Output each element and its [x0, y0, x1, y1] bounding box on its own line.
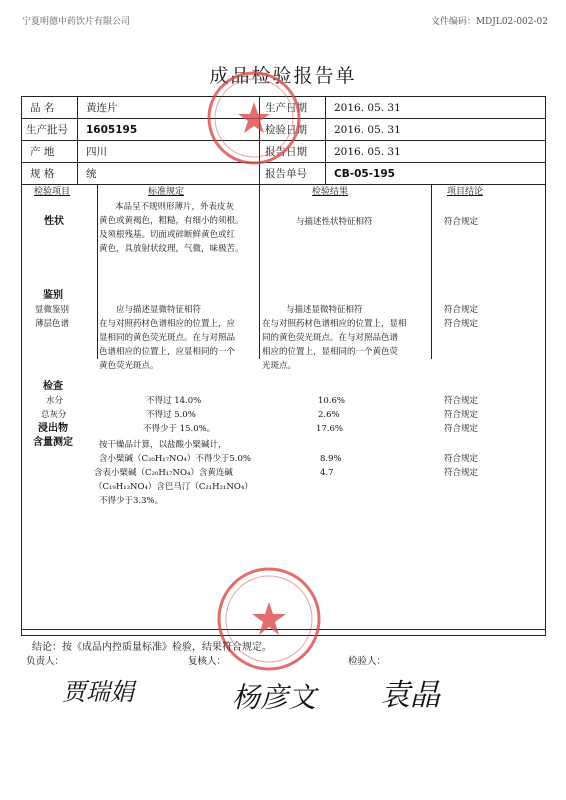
value-product-name: 黄连片 [86, 102, 118, 114]
trait-std-4: 黄色，具放射状纹理，气微，味极苦。 [99, 244, 244, 254]
assay-con-2: 符合规定 [444, 468, 479, 478]
column-conclusion: 项目结论 [447, 187, 484, 197]
value-batch-no: 1605195 [86, 124, 138, 136]
assay-std-3: 含表小檗碱（C₂₀H₁₇NO₄）含黄连碱 [94, 468, 233, 478]
ident-std-2c: 色谱相应的位置上，应显相同的一个 [99, 347, 236, 357]
assay-std-5: 不得少于3.3%。 [99, 496, 164, 506]
value-origin: 四川 [86, 146, 107, 158]
report-table [21, 96, 546, 636]
ident-res-1: 与描述显微特征相符 [286, 305, 363, 315]
check-std-moisture: 不得过 14.0% [146, 396, 202, 406]
trait-std-3: 及须根残基。切面或碎断鲜黄色或红 [99, 230, 236, 240]
report-title: 成品检验报告单 [209, 65, 357, 87]
ident-std-2a: 在与对照药材色谱相应的位置上，应 [99, 319, 236, 329]
check-con-moisture: 符合规定 [444, 396, 479, 406]
check-name: 检查 [43, 381, 63, 392]
ident-con-2: 符合规定 [444, 319, 479, 329]
check-std-extract: 不得少于 15.0%。 [143, 424, 216, 434]
trait-conclusion: 符合规定 [444, 217, 479, 227]
value-production-date: 2016. 05. 31 [334, 102, 401, 114]
ident-res-2d: 光斑点。 [262, 361, 297, 371]
company-name: 宁夏明德中药饮片有限公司 [22, 17, 131, 27]
check-item-ash: 总灰分 [41, 410, 67, 420]
column-result: 检验结果 [312, 187, 349, 197]
inspector-signature: 袁晶 [380, 678, 440, 713]
check-item-moisture: 水分 [46, 396, 64, 406]
ident-res-2b: 同的黄色荧光斑点。在与对照品色谱 [262, 333, 399, 343]
assay-std-2: 含小檗碱（C₂₀H₁₇NO₄）不得少于5.0% [99, 454, 251, 464]
head-signature: 贾瑞娟 [62, 678, 134, 706]
column-item: 检验项目 [34, 187, 71, 197]
conclusion-text: 结论：按《成品内控质量标准》检验，结果符合规定。 [32, 642, 272, 653]
check-item-extract: 浸出物 [38, 423, 68, 434]
check-con-ash: 符合规定 [444, 410, 479, 420]
trait-result: 与描述性状特征相符 [296, 217, 373, 227]
reviewer-signature: 杨彦文 [232, 681, 317, 714]
trait-std-1: 本品呈不规则形薄片，外表皮灰 [115, 202, 235, 212]
ident-std-2d: 黄色荧光斑点。 [99, 361, 159, 371]
ident-std-1: 应与描述显微特征相符 [116, 305, 202, 315]
reviewer-label: 复核人： [188, 656, 227, 667]
ident-sub-microscopy: 显微鉴别 [35, 305, 70, 315]
label-production-date: 生产日期 [265, 102, 307, 114]
trait-std-2: 黄色或黄褐色，粗糙，有细小的须根。 [99, 216, 244, 226]
assay-res-1: 8.9% [320, 454, 342, 464]
ident-name: 鉴别 [43, 290, 63, 301]
head-label: 负责人： [26, 656, 65, 667]
ident-res-2a: 在与对照药材色谱相应的位置上，显相 [262, 319, 407, 329]
ident-con-1: 符合规定 [444, 305, 479, 315]
ident-std-2b: 显相同的黄色荧光斑点。在与对照品 [99, 333, 236, 343]
check-std-ash: 不得过 5.0% [146, 410, 196, 420]
assay-std-4: （C₁₉H₁₃NO₄）含巴马汀（C₂₁H₂₁NO₄） [94, 482, 253, 492]
trait-name: 性状 [44, 216, 64, 227]
value-spec: 统 [86, 168, 97, 180]
check-res-moisture: 10.6% [318, 396, 346, 406]
value-inspection-date: 2016. 05. 31 [334, 124, 401, 136]
check-res-ash: 2.6% [318, 410, 340, 420]
assay-std-1: 按干燥品计算，以盐酸小檗碱计， [99, 440, 227, 450]
value-report-no: CB-05-195 [334, 168, 395, 180]
ident-res-2c: 相应的位置上，显相同的一个黄色荧 [262, 347, 399, 357]
seal-stamp-bottom [216, 566, 322, 672]
inspector-label: 检验人： [348, 656, 387, 667]
document-number: 文件编码：MDJL02-002-02 [430, 17, 548, 27]
label-report-date: 报告日期 [265, 146, 307, 158]
seal-stamp-top [206, 70, 302, 166]
check-res-extract: 17.6% [316, 424, 344, 434]
label-origin: 产 地 [30, 146, 55, 158]
label-inspection-date: 检验日期 [265, 124, 307, 136]
assay-name: 含量测定 [33, 437, 73, 448]
label-product-name: 品 名 [30, 102, 55, 114]
assay-res-2: 4.7 [320, 468, 334, 478]
label-spec: 规 格 [30, 168, 55, 180]
ident-sub-tlc: 薄层色谱 [35, 319, 70, 329]
column-standard: 标准规定 [148, 187, 185, 197]
assay-con-1: 符合规定 [444, 454, 479, 464]
value-report-date: 2016. 05. 31 [334, 146, 401, 158]
label-report-no: 报告单号 [265, 168, 307, 180]
label-batch-no: 生产批号 [26, 124, 68, 136]
check-con-extract: 符合规定 [444, 424, 479, 434]
